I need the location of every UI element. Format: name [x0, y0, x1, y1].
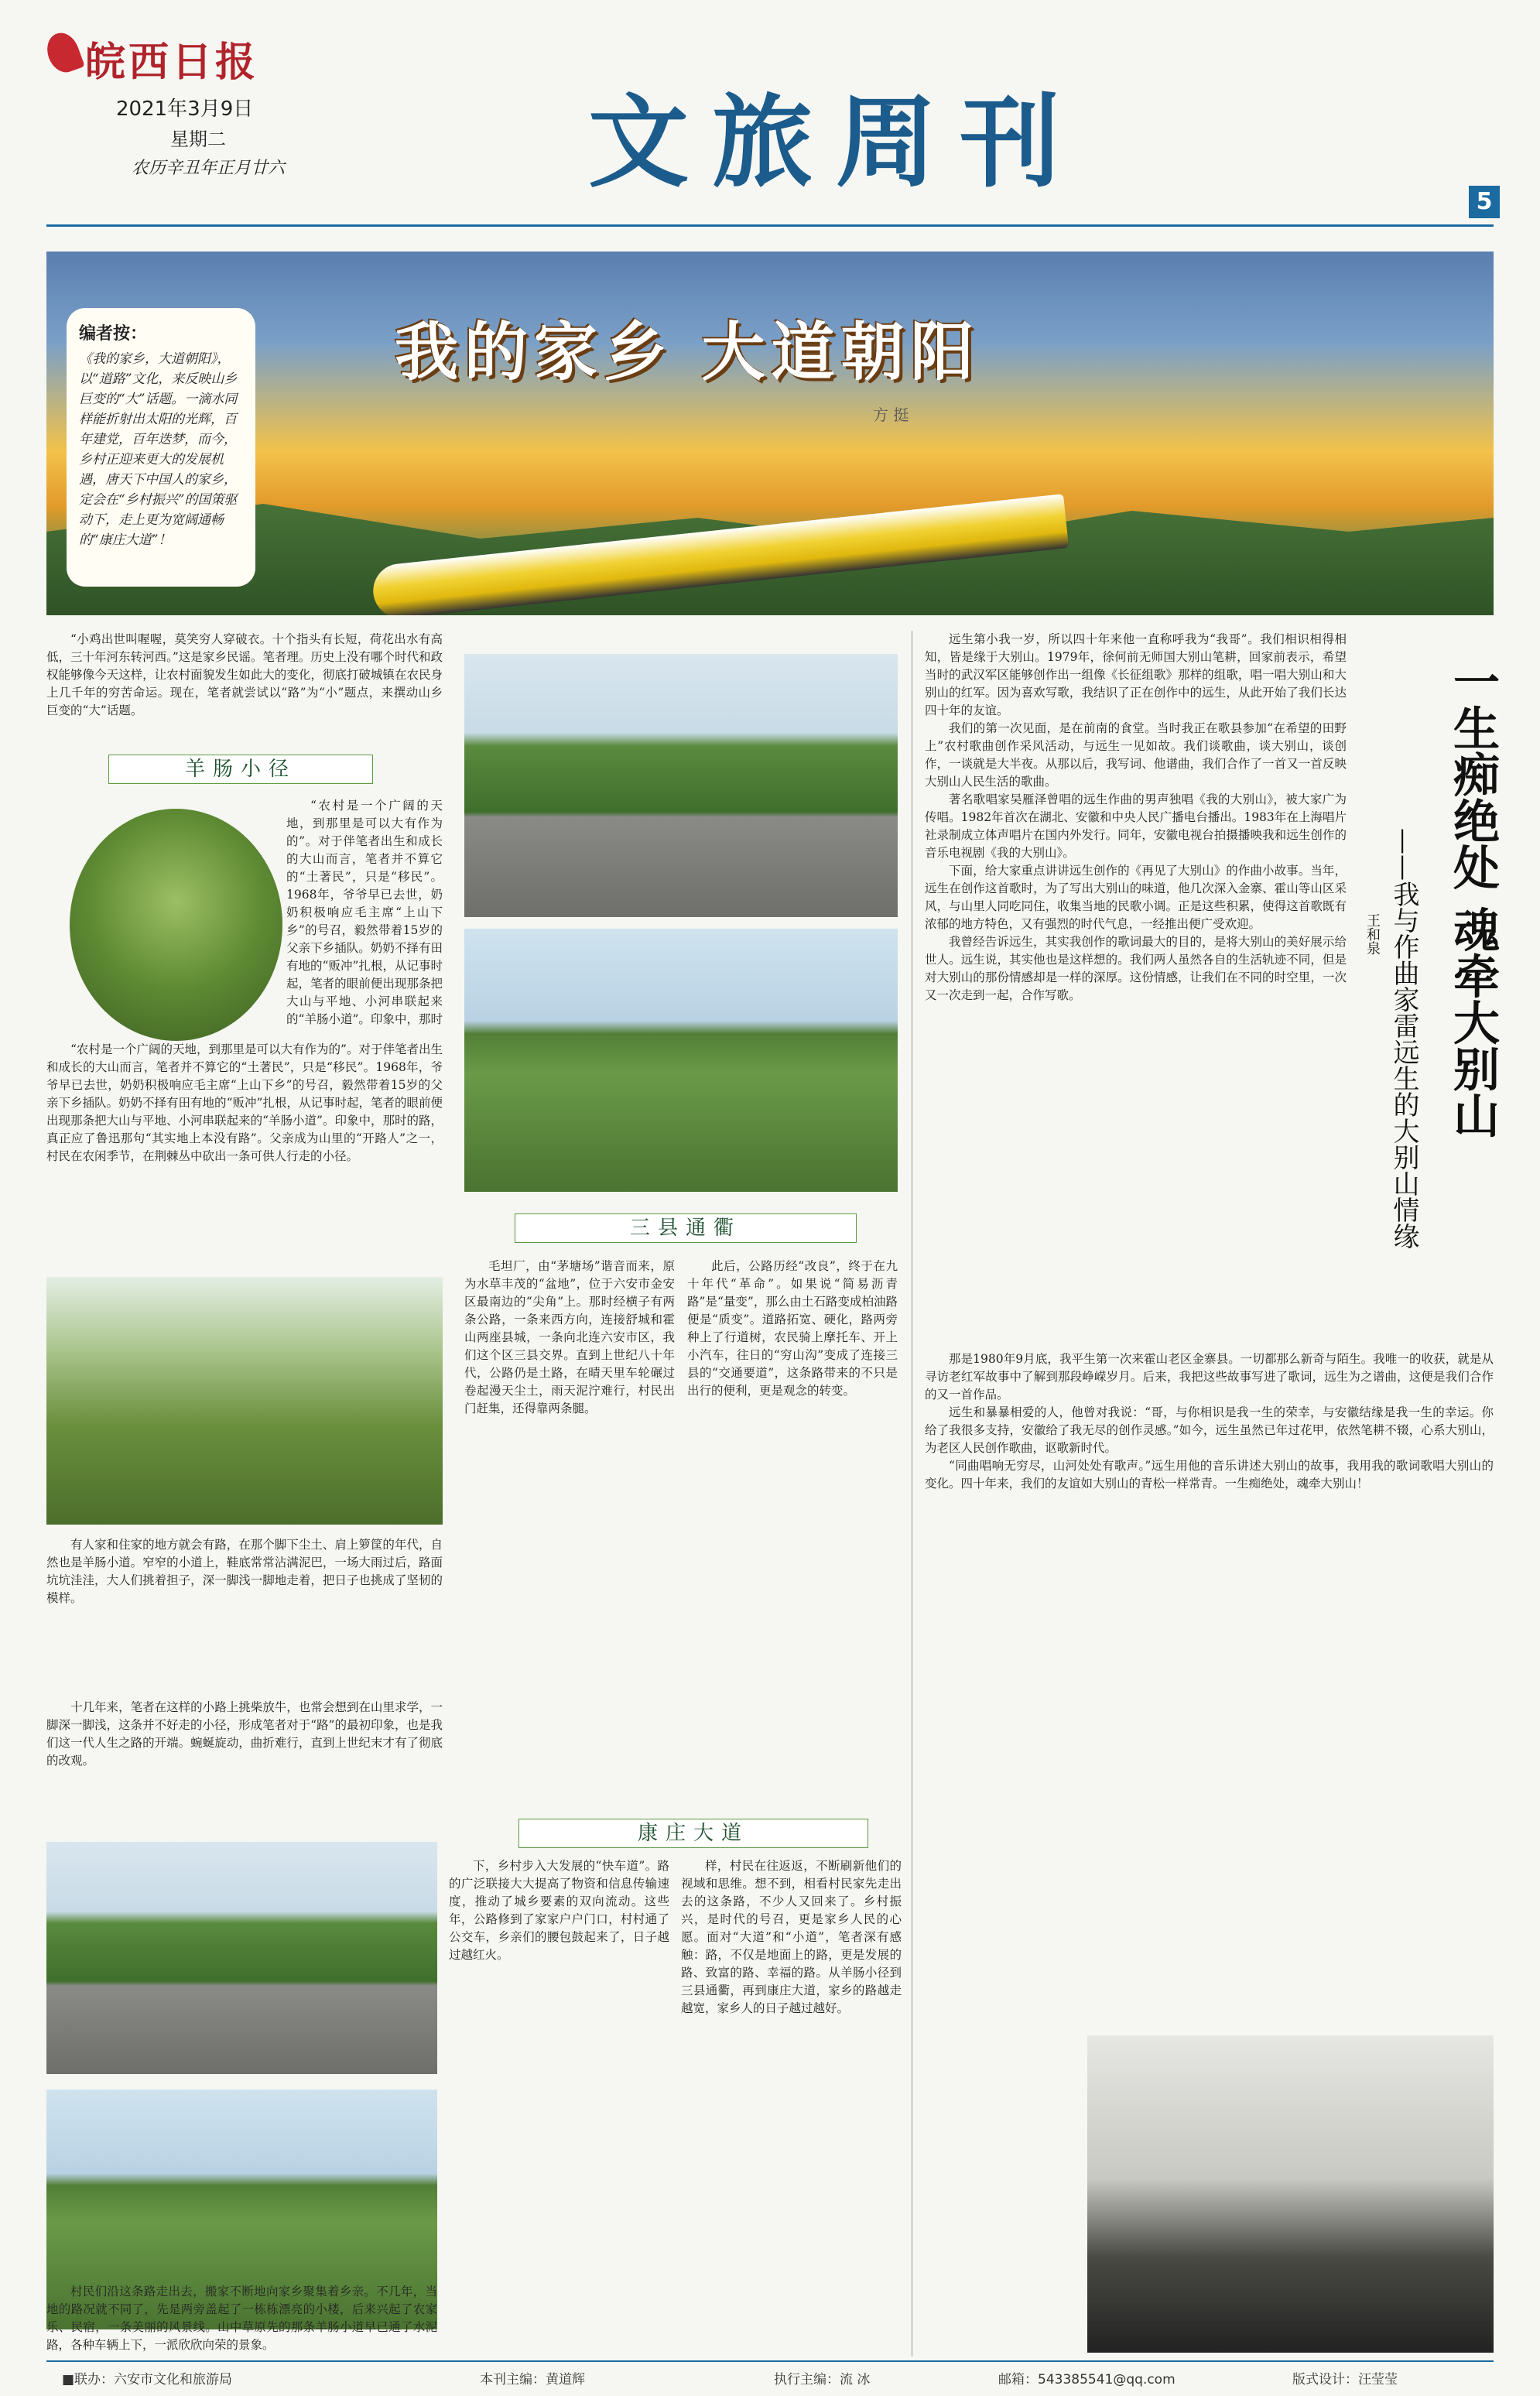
issue-date: 2021年3月9日	[116, 98, 254, 121]
newspaper-logo-icon	[42, 29, 84, 77]
article-column-a3	[46, 1536, 443, 1691]
section-heading-sanxian: 三县通衢	[515, 1213, 857, 1243]
body-paragraph: “农村是一个广阔的天地，到那里是可以大有作为的”。对于伴笔者出生和成长的大山而言，笔者并不算它的“土著民”，只是“移民”。1968年，爷爷早已去世，奶奶积极响应毛主席“上山下乡”的号召，毅然带着15岁的父亲下乡插队。奶奶不择有田有地的“贩冲”扎根，从记事时起，笔者的眼前便出现那条把大山与平地、小河串联起来的“羊肠小道”。印象中，那时	[286, 799, 443, 1026]
body-paragraph: 下，乡村步入大发展的“快车道”。路的广泛联接大大提高了物资和信息传输速度，推动了城乡要素的双向流动。这些年，公路修到了家家户户门口，村村通了公交车，乡亲们的腰包鼓起来了，日子越过越红火。	[449, 1859, 669, 1962]
body-paragraph: 我们的第一次见面，是在前南的食堂。当时我正在歌县参加“在希望的田野上”农村歌曲创作采风活动，与远生一见如故。我们谈歌曲，谈大别山，谈创作，一谈就是大半夜。从那以后，我写词、他谱曲，我们合作了一首又一首反映大别山人民生活的歌曲。	[925, 721, 1347, 789]
village-road-photo	[46, 1277, 443, 1525]
bamboo-path-photo	[70, 809, 282, 1041]
footer-divider	[46, 2360, 1494, 2362]
body-paragraph: “农村是一个广阔的天地，到那里是可以大有作为的”。对于伴笔者出生和成长的大山而言，笔者并不算它的“土著民”，只是“移民”。1968年，爷爷早已去世，奶奶积极响应毛主席“上山下乡”的号召，毅然带着15岁的父亲下乡插队。奶奶不择有田有地的“贩冲”扎根，从记事时起，笔者的眼前便出现那条把大山与平地、小河串联起来的“羊肠小道”。印象中，那时的路，真正应了鲁迅那句“其实地上本没有路”。父亲成为山里的“开路人”之一，村民在农闲季节，在荆棘丛中砍出一条可供人行走的小径。	[46, 1042, 443, 1163]
article-column-a4	[46, 1699, 443, 1823]
footer-bar	[46, 2368, 1494, 2387]
article2-title: 一生痴绝处 魂牵大别山	[1446, 658, 1500, 1138]
article2-author: 王和泉	[1364, 913, 1381, 955]
body-paragraph: 毛坦厂，由“茅塘场”谐音而来，原为水草丰茂的“盆地”，位于六安市金安区最南边的“尖角”上。那时经横子有两条公路，一条来西方向，连接舒城和霍山两座县城，一条向北连六安市区，我们这个区三县交界。直到上世纪八十年代，公路仍是土路，在晴天里车轮碾过卷起漫天尘土，雨天泥泞难行，村民出门赶集，还得靠两条腿。	[464, 1259, 675, 1415]
page-number: 5	[1469, 186, 1500, 218]
body-paragraph: 远生第小我一岁，所以四十年来他一直称呼我为“我哥”。我们相识相得相知，皆是缘于大别山。1979年，徐何前无师国大别山笔耕，回家前表示，希望当时的武汉军区能够创作出一组像《长征组歌》那样的组歌，唱一唱大别山和大别山的红军。因为喜欢写歌，我结识了正在创作中的远生，从此开始了我们长达四十年的友谊。	[925, 632, 1347, 717]
footer-editor: 本刊主编：黄道辉	[480, 2372, 585, 2387]
article-column-b1	[464, 1258, 675, 1737]
article-intro	[46, 631, 443, 747]
hero-title: 我的家乡 大道朝阳	[395, 316, 980, 389]
issue-weekday: 星期二	[170, 128, 226, 150]
body-paragraph: 村民们沿这条路走出去，搬家不断地向家乡聚集着乡亲。不几年，当地的路况就不同了，先是两旁盖起了一栋栋漂亮的小楼，后来兴起了农家乐、民宿，一条美丽的风景线。山中草原先的那条羊肠小道早已通了水泥路，各种车辆上下，一派欣欣向荣的景象。	[46, 2285, 437, 2352]
editor-note-label: 编者按：	[79, 323, 148, 344]
hero-author: 方 挺	[873, 406, 909, 424]
footer-design: 版式设计：汪莹莹	[1292, 2372, 1398, 2387]
footer-sponsor: ■联办：六安市文化和旅游局	[62, 2372, 233, 2387]
body-paragraph: 著名歌唱家吴雁泽曾唱的远生作曲的男声独唱《我的大别山》，被大家广为传唱。1982年首次在湖北、安徽和中央人民广播电台播出。1983年在上海唱片社录制成立体声唱片在国内外发行。同年，安徽电视台拍摄播映我和远生创作的音乐电视剧《我的大别山》。	[925, 792, 1347, 860]
highway-photo-1	[464, 654, 898, 917]
highway-photo-2	[464, 929, 898, 1192]
body-paragraph: 有人家和住家的地方就会有路，在那个脚下尘土、肩上箩筐的年代，自然也是羊肠小道。窄窄的小道上，鞋底常常沾满泥巴，一场大雨过后，路面坑坑洼洼，大人们挑着担子，深一脚浅一脚地走着，把日子也挑成了坚韧的模样。	[46, 1538, 443, 1605]
body-paragraph: 我曾经告诉远生，其实我创作的歌词最大的目的，是将大别山的美好展示给世人。远生说，其实他也是这样想的。我们两人虽然各自的生活轨迹不同，但是对大别山的那份情感却是一样的深厚。这份情感，让我们在不同的时空里，一次又一次走到一起，合作写歌。	[925, 935, 1347, 1002]
section-heading-kangzhuang: 康庄大道	[518, 1819, 868, 1848]
footer-exec-editor: 执行主编：流 冰	[774, 2372, 871, 2387]
section-heading-yangchang: 羊肠小径	[108, 755, 373, 784]
editor-note	[67, 308, 255, 587]
article-column-c1	[46, 2283, 437, 2360]
body-paragraph: “同曲唱响无穷尽，山河处处有歌声。”远生用他的音乐讲述大别山的故事，我用我的歌词歌唱大别山的变化。四十年来，我们的友谊如大别山的青松一样常青。一生痴绝处，魂牵大别山！	[925, 1459, 1494, 1491]
article-column-b2	[687, 1258, 898, 1737]
intro-paragraph: “小鸡出世叫喔喔，莫笑穷人穿破衣。十个指头有长短，荷花出水有高低，三十年河东转河西。”这是家乡民谣。笔者理。历史上没有哪个时代和政权能够像今天这样，让农村面貌发生如此大的变化，彻底打破城镇在农民身上几千年的穷苦命运。现在，笔者就尝试以“路”为“小”题点，来撰动山乡巨变的“大”话题。	[46, 632, 443, 717]
article-column-a1	[286, 797, 443, 1029]
composer-portrait-photo	[1087, 2035, 1494, 2353]
body-paragraph: 远生和暴暴相爱的人，他曾对我说：“哥，与你相识是我一生的荣幸，与安徽结缘是我一生的幸运。你给了我很多支持，安徽给了我无尽的创作灵感。”如今，远生虽然已年过花甲，依然笔耕不辍，心系大别山，为老区人民创作歌曲，讴歌新时代。	[925, 1405, 1494, 1455]
body-paragraph: 十几年来，笔者在这样的小路上挑柴放牛，也常会想到在山里求学，一脚深一脚浅，这条并不好走的小径，形成笔者对于“路”的最初印象，也是我们这一代人生之路的开端。蜿蜒旋动，曲折难行，直到上世纪末才有了彻底的改观。	[46, 1700, 443, 1768]
article-column-c2	[449, 1857, 669, 2360]
body-paragraph: 下面，给大家重点讲讲远生创作的《再见了大别山》的作曲小故事。当年，远生在创作这首歌时，为了写出大别山的味道，他几次深入金寨、霍山等山区采风，与山里人同吃同住，收集当地的民歌小调。正是这些积累，使得这首歌既有浓郁的地方特色，又有强烈的时代气息，一经推出便广受欢迎。	[925, 864, 1347, 931]
newspaper-name: 皖西日报	[85, 39, 259, 86]
lunar-date: 农历辛丑年正月廿六	[132, 159, 286, 178]
section-title: 文旅周刊	[588, 83, 1084, 201]
body-paragraph: 那是1980年9月底，我平生第一次来霍山老区金寨县。一切都那么新奇与陌生。我唯一的收获，就是从寻访老红军故事中了解到那段峥嵘岁月。后来，我把这些故事写进了歌词，远生为之谱曲，这便是我们合作的又一首作品。	[925, 1352, 1494, 1402]
article-column-a2	[46, 1041, 443, 1265]
article-column-c3	[681, 1857, 902, 2360]
kangzhuang-road-photo-1	[46, 1842, 437, 2074]
footer-email: 邮箱：543385541@qq.com	[998, 2372, 1176, 2387]
masthead-divider	[46, 224, 1494, 227]
body-paragraph: 样，村民在往返返，不断刷新他们的视域和思维。想不到，相看村民家先走出去的这条路，不少人又回来了。乡村振兴，是时代的号召，更是家乡人民的心愿。面对“大道”和“小道”，笔者深有感触：路，不仅是地面上的路，更是发展的路、致富的路、幸福的路。从羊肠小径到三县通衢，再到康庄大道，家乡的路越走越宽，家乡人的日子越过越好。	[681, 1859, 902, 2015]
article2-subtitle: ——我与作曲家雷远生的大别山情缘	[1388, 828, 1419, 1249]
body-paragraph: 此后，公路历经“改良”，终于在九十年代“革命”。如果说“简易沥青路”是“量变”，那么由土石路变成柏油路便是“质变”。道路拓宽、硬化，路两旁种上了行道树，农民骑上摩托车、开上小汽车，往日的“穷山沟”变成了连接三县的“交通要道”，这条路带来的不只是出行的便利，更是观念的转变。	[687, 1259, 898, 1398]
editor-note-text: 《我的家乡，大道朝阳》，以“道路”文化，来反映山乡巨变的“大”话题。一滴水同样能折射出太阳的光辉，百年建党，百年迭梦，而今，乡村正迎来更大的发展机遇，唐天下中国人的家乡，定会在“乡村振兴”的国策驱动下，走上更为宽阔通畅的“康庄大道”！	[79, 351, 238, 548]
